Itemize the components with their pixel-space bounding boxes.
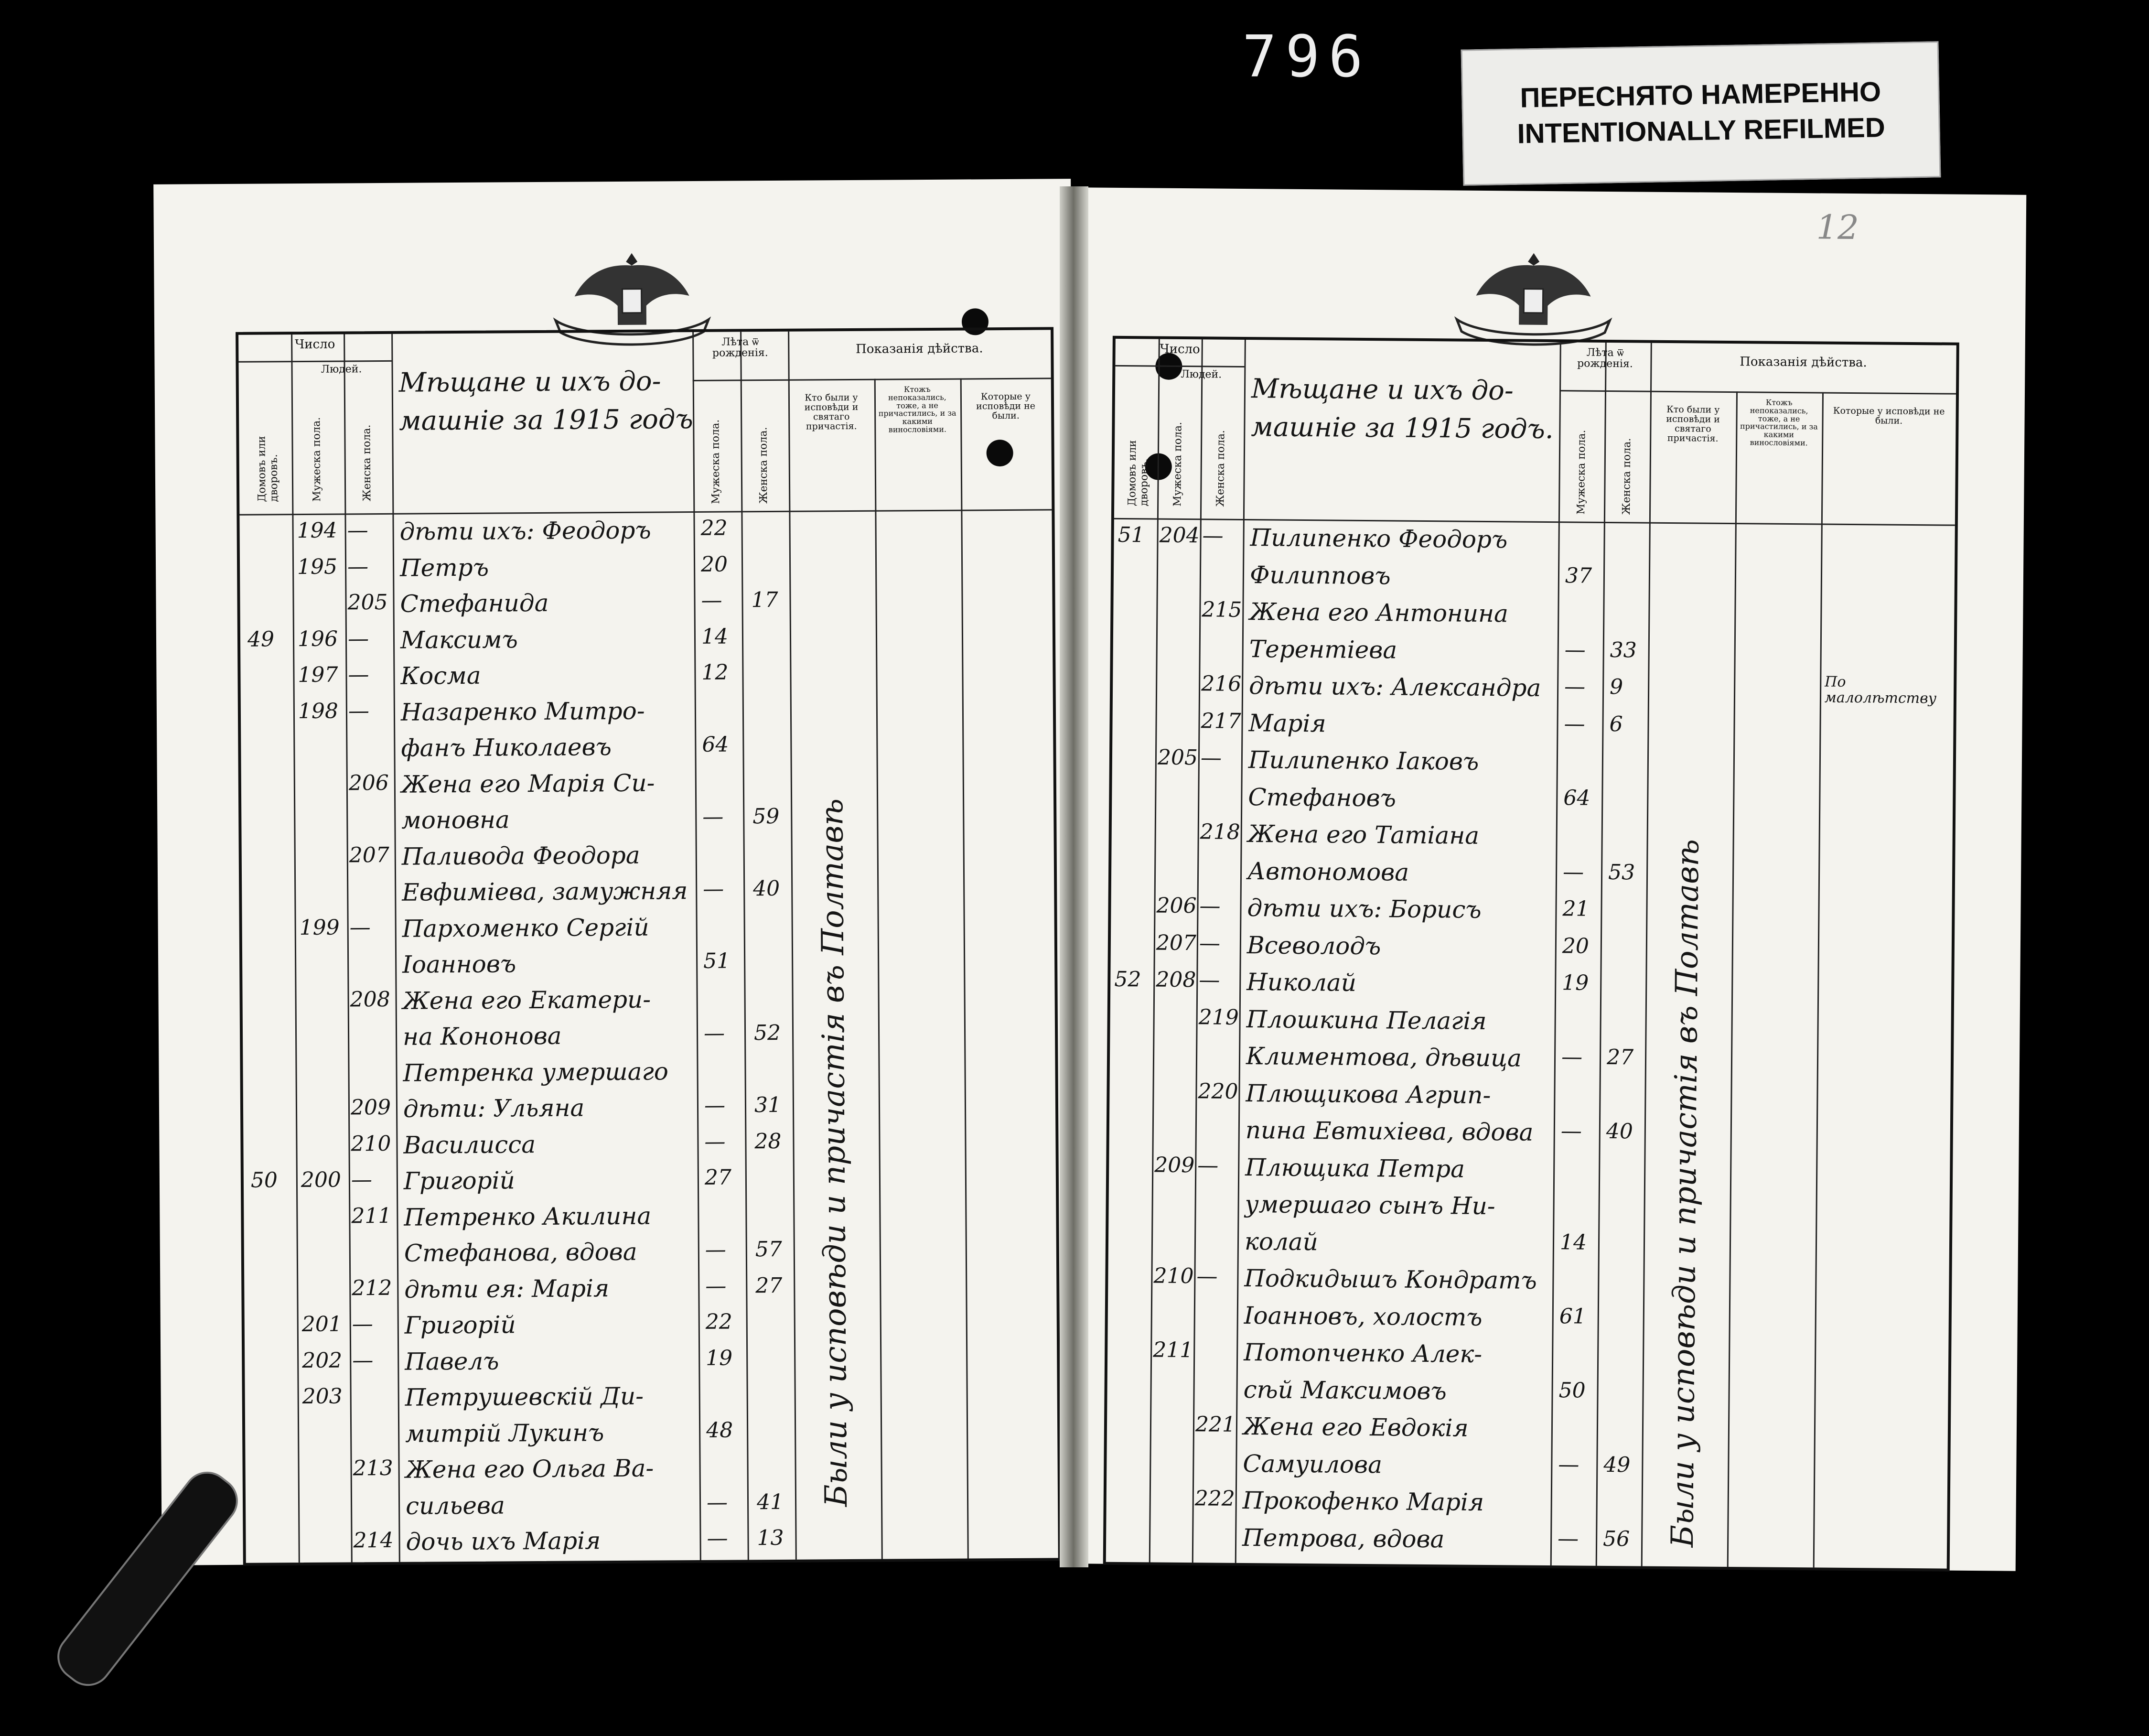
entry-name: Пилипенко Іаковъ — [1248, 746, 1479, 776]
header-domov: Домовъ или дворовъ. — [256, 436, 280, 502]
entry-name: Паливода Феодора — [401, 841, 640, 871]
entry-name: дѣти ихъ: Александра — [1248, 672, 1541, 702]
header-ktozh: Ктожъ непоказались, тоже, а не причастились, и за какими винословіями. — [1740, 398, 1818, 448]
header-zhen: Женска пола. — [1214, 430, 1227, 507]
entry-female-number: 217 — [1201, 708, 1241, 733]
entry-male-number: 195 — [297, 554, 338, 579]
stamp-line-1: ПЕРЕСНЯТО НАМЕРЕННО — [1520, 76, 1881, 114]
header-muzh: Мужеска пола. — [311, 417, 323, 502]
page-title-line-1: Мѣщане и ихъ до- — [1251, 373, 1514, 407]
header-muzh-age: Мужеска пола. — [1575, 430, 1588, 515]
entry-female-number: — — [348, 698, 370, 723]
entry-male-number: 202 — [302, 1348, 343, 1373]
entry-female-number: 215 — [1202, 597, 1242, 622]
entry-female-number: 221 — [1195, 1412, 1236, 1437]
entry-female-number: — — [347, 626, 369, 651]
entry-name: Плошкина Пелагія — [1246, 1005, 1487, 1035]
entry-male-age: 48 — [706, 1418, 733, 1443]
confession-note-left: Были у исповѣди и причастія въ Полтавѣ — [815, 798, 855, 1507]
entry-male-age: — — [707, 1526, 728, 1551]
header-kotorye: Которые у исповѣди не были. — [976, 391, 1036, 421]
entry-male-number: 209 — [1154, 1153, 1195, 1177]
entry-male-number: 210 — [1153, 1263, 1194, 1289]
entry-female-age: 28 — [754, 1129, 782, 1154]
entry-name: умершаго сынъ Ни- — [1245, 1190, 1495, 1220]
entry-female-age: 49 — [1603, 1452, 1631, 1477]
entry-female-age: 27 — [755, 1273, 783, 1298]
entry-male-number: 203 — [302, 1384, 343, 1409]
entry-female-number: 211 — [351, 1203, 392, 1228]
header-kto-byli: Кто были у исповѣди и святаго причастія. — [804, 392, 859, 432]
entry-house-number: 51 — [1117, 522, 1145, 548]
entry-male-age: 22 — [700, 516, 728, 540]
header-pokazaniya: Показанія дѣйства. — [1740, 355, 1867, 370]
entry-name: Жена его Екатери- — [402, 985, 651, 1015]
entry-male-number: 205 — [1157, 745, 1198, 770]
entry-male-age: — — [701, 588, 722, 613]
header-chislo: Число — [1160, 342, 1200, 357]
entry-male-number: 204 — [1159, 523, 1200, 548]
entry-female-age: 9 — [1609, 675, 1623, 700]
sheet-number: 12 — [1816, 207, 1859, 248]
entry-male-number: 201 — [301, 1312, 342, 1337]
entry-male-age: — — [1562, 859, 1584, 884]
entry-female-number: 206 — [348, 770, 389, 795]
book-gutter — [1060, 186, 1088, 1567]
entry-female-number: 212 — [352, 1275, 392, 1300]
entry-male-age: 37 — [1565, 563, 1592, 588]
stamp-line-2: INTENTIONALLY REFILMED — [1517, 112, 1886, 150]
frame-number: 796 — [1242, 24, 1372, 90]
entry-female-age: 31 — [754, 1092, 782, 1118]
entry-female-number: 222 — [1194, 1486, 1235, 1511]
entry-male-age: 20 — [700, 552, 728, 577]
entry-male-age: — — [1557, 1526, 1579, 1551]
entry-name: Филипповъ — [1249, 561, 1391, 590]
entry-name: Всеволодъ — [1246, 931, 1381, 960]
entry-female-number: 214 — [353, 1528, 394, 1553]
entry-name: пина Евтихіева, вдова — [1245, 1116, 1534, 1146]
entry-female-number: — — [347, 518, 368, 543]
entry-male-age: — — [704, 1129, 726, 1154]
entry-name: Павелъ — [405, 1347, 499, 1376]
entry-female-number: — — [1199, 968, 1220, 992]
entry-name: Пархоменко Сергій — [402, 913, 649, 943]
entry-female-number: 220 — [1198, 1078, 1238, 1104]
entry-male-age: 64 — [1563, 785, 1590, 810]
entry-name: Стефановъ — [1248, 783, 1397, 812]
entry-name: митрій Лукинъ — [405, 1418, 604, 1448]
entry-female-number: 209 — [350, 1095, 391, 1120]
entry-name: Стефанида — [400, 589, 549, 618]
entry-name: Петренка умершаго — [403, 1057, 669, 1087]
entry-name: Подкидышъ Кондратъ — [1244, 1264, 1537, 1294]
entry-female-number: 210 — [351, 1131, 391, 1156]
entry-name: Петрова, вдова — [1242, 1523, 1445, 1553]
header-lyudey: Людей. — [1181, 368, 1222, 381]
entry-female-number: — — [1202, 523, 1224, 548]
header-kotorye: Которые у исповѣди не были. — [1833, 405, 1945, 426]
entry-name: Николай — [1246, 968, 1357, 997]
entry-female-number: — — [1200, 745, 1222, 770]
entry-name: дѣти ихъ: Борисъ — [1247, 894, 1482, 924]
imperial-eagle-emblem-icon — [1447, 243, 1620, 354]
entry-male-age: 22 — [705, 1309, 732, 1334]
header-leta: Лѣта ѿ рожденія. — [1577, 346, 1633, 370]
entry-male-age: — — [1564, 711, 1585, 736]
entry-name: Плющикова Агрип- — [1246, 1079, 1491, 1109]
header-chislo: Число — [295, 337, 335, 352]
entry-name: Потопченко Алек- — [1243, 1338, 1483, 1368]
entry-male-number: 197 — [298, 662, 338, 688]
entry-name: Василисса — [403, 1130, 536, 1159]
entry-female-age: 57 — [755, 1237, 782, 1262]
header-domov: Домовъ или дворовъ. — [1126, 440, 1150, 507]
refilm-stamp — [1461, 41, 1941, 185]
entry-male-age: — — [1560, 1119, 1582, 1143]
entry-female-age: 59 — [752, 804, 780, 829]
header-muzh-age: Мужеска пола. — [709, 419, 722, 504]
register-table-left — [236, 327, 1061, 1565]
pen-object — [48, 1462, 247, 1696]
entry-female-age: 33 — [1610, 637, 1637, 662]
entry-female-number: — — [347, 554, 369, 579]
entry-name: Жена его Евдокія — [1243, 1413, 1469, 1442]
entry-female-number: — — [351, 1167, 373, 1192]
entry-female-number: 216 — [1201, 671, 1242, 696]
entry-name: сѣй Максимовъ — [1243, 1375, 1447, 1405]
header-ktozh: Ктожъ непоказались, тоже, а не причастились, и за какими винословіями. — [878, 384, 956, 434]
entry-name: Григорій — [403, 1166, 516, 1195]
entry-male-age: 14 — [1559, 1229, 1587, 1255]
entry-female-number: 205 — [347, 590, 388, 615]
entry-name: Жена его Антонина — [1249, 598, 1509, 628]
page-title-line-1: Мѣщане и ихъ до- — [398, 366, 661, 399]
entry-male-age: 64 — [702, 732, 729, 757]
page-title-line-2: машніе за 1915 годъ. — [1251, 411, 1554, 445]
entry-name: Марія — [1248, 709, 1326, 737]
entry-name: фанъ Николаевъ — [401, 733, 612, 762]
entry-house-number: 52 — [1114, 967, 1141, 992]
entry-name: Жена его Татіана — [1247, 820, 1480, 850]
entry-female-age: 40 — [753, 876, 780, 901]
page-title-line-2: машніе за 1915 годъ — [399, 404, 693, 437]
entry-female-number: — — [1196, 1264, 1218, 1289]
entry-male-number: 208 — [1156, 967, 1196, 992]
entry-male-age: 51 — [703, 949, 731, 973]
header-zhen-age: Женска пола. — [1620, 438, 1633, 515]
entry-name: Плющика Петра — [1245, 1153, 1465, 1183]
entry-house-number: 49 — [247, 626, 275, 652]
entry-male-number: 207 — [1156, 930, 1197, 955]
entry-name: Іоанновъ — [402, 950, 516, 979]
entry-name: Жена его Марія Си- — [401, 769, 655, 798]
entry-name: Автономова — [1247, 857, 1409, 886]
entry-name: Іоанновъ, холостъ — [1244, 1301, 1483, 1331]
entry-name: Евфиміева, замужняя — [402, 877, 688, 906]
entry-name: Жена его Ольга Ва- — [405, 1454, 654, 1484]
header-zhen-age: Женска пола. — [757, 427, 770, 504]
entry-male-number: 199 — [299, 915, 340, 940]
entry-male-number: 211 — [1153, 1337, 1193, 1363]
entry-name: сильева — [405, 1491, 505, 1520]
entry-male-number: 196 — [297, 626, 338, 651]
entry-name: моновна — [401, 806, 510, 834]
entry-male-age: — — [703, 1021, 725, 1046]
entry-male-number: 200 — [301, 1167, 342, 1193]
entry-male-age: 19 — [706, 1346, 733, 1370]
entry-name: Климентова, дѣвица — [1246, 1042, 1522, 1072]
entry-male-age: — — [705, 1273, 727, 1298]
header-pokazaniya: Показанія дѣйства. — [856, 341, 983, 356]
entry-male-number: 206 — [1156, 893, 1197, 918]
entry-name: Косма — [400, 661, 481, 690]
entry-male-age: 61 — [1559, 1304, 1587, 1329]
entry-house-number: 50 — [250, 1168, 278, 1193]
entry-male-age: — — [703, 876, 724, 901]
entry-male-number: 198 — [298, 699, 339, 723]
entry-female-number: — — [1199, 894, 1221, 918]
entry-male-age: 12 — [701, 660, 729, 685]
entry-male-number: 194 — [297, 518, 337, 543]
entry-name: Назаренко Митро- — [400, 697, 645, 726]
entry-name: дочь ихъ Марія — [406, 1527, 601, 1556]
entry-name: Петрушевскій Ди- — [405, 1382, 644, 1412]
entry-male-age: — — [706, 1490, 728, 1515]
header-zhen: Женска пола. — [361, 424, 374, 502]
entry-female-age: 17 — [751, 587, 778, 613]
entry-name: Самуилова — [1243, 1449, 1383, 1478]
register-table-right — [1103, 336, 1959, 1572]
entry-male-age: 14 — [701, 624, 729, 649]
entry-male-age: — — [1564, 637, 1586, 662]
right-page — [1070, 187, 2027, 1571]
entry-name: Максимъ — [400, 625, 518, 654]
entry-female-number: 208 — [350, 987, 390, 1012]
entry-female-number: 218 — [1200, 819, 1240, 844]
entry-name: дѣти ея: Марія — [404, 1274, 610, 1304]
entry-name: дѣти ихъ: Феодоръ — [399, 516, 651, 546]
entry-male-age: 27 — [704, 1165, 732, 1190]
entry-name: Петренко Акилина — [404, 1202, 652, 1231]
entry-female-number: 219 — [1198, 1004, 1239, 1030]
entry-name: Григорій — [404, 1311, 516, 1339]
confession-note-right: Были у исповѣди и причастія въ Полтавѣ — [1665, 839, 1706, 1548]
entry-male-age: 50 — [1558, 1378, 1586, 1403]
entry-female-age: 13 — [757, 1525, 784, 1551]
entry-name: Терентіева — [1249, 635, 1397, 664]
entry-name: Стефанова, вдова — [404, 1238, 637, 1267]
header-lyudey: Людей. — [321, 363, 362, 376]
entry-male-age: — — [1561, 1045, 1583, 1069]
entry-female-age: 27 — [1606, 1045, 1634, 1070]
entry-female-age: 40 — [1606, 1119, 1633, 1144]
entry-female-age: 56 — [1602, 1526, 1630, 1551]
side-note-malolet: По малолѣтству — [1824, 673, 1937, 707]
entry-male-age: — — [1558, 1452, 1580, 1477]
entry-name: Прокофенко Марія — [1242, 1487, 1484, 1516]
entry-male-age: — — [705, 1237, 726, 1262]
entry-female-number: — — [1199, 930, 1221, 956]
entry-female-number: — — [352, 1348, 374, 1372]
entry-male-age: — — [702, 804, 724, 829]
entry-name: колай — [1244, 1227, 1319, 1256]
entry-female-number: 213 — [353, 1456, 393, 1481]
entry-name: на Кононова — [402, 1022, 562, 1051]
entry-female-number: — — [352, 1312, 373, 1337]
entry-name: дѣти: Ульяна — [403, 1094, 585, 1123]
header-kto-byli: Кто были у исповѣди и святаго причастія. — [1666, 404, 1720, 444]
entry-male-age: 20 — [1562, 933, 1590, 959]
header-muzh: Мужеска пола. — [1171, 421, 1184, 507]
header-leta: Лѣта ѿ рожденія. — [712, 336, 768, 359]
entry-female-age: 41 — [756, 1489, 784, 1514]
entry-female-age: 53 — [1608, 860, 1635, 884]
entry-female-number: — — [348, 662, 369, 687]
entry-female-number: 207 — [349, 842, 389, 867]
entry-female-age: 52 — [753, 1020, 781, 1046]
left-page — [153, 179, 1079, 1565]
entry-female-number: — — [349, 915, 371, 939]
entry-male-age: — — [1564, 674, 1586, 699]
entry-male-age: 19 — [1562, 970, 1589, 995]
entry-male-age: — — [704, 1093, 726, 1118]
entry-female-number: — — [1197, 1153, 1219, 1178]
entry-female-age: 6 — [1609, 712, 1623, 736]
entry-male-age: 21 — [1562, 896, 1590, 921]
entry-name: Петръ — [399, 553, 489, 582]
entry-name: Пилипенко Феодоръ — [1250, 524, 1508, 554]
